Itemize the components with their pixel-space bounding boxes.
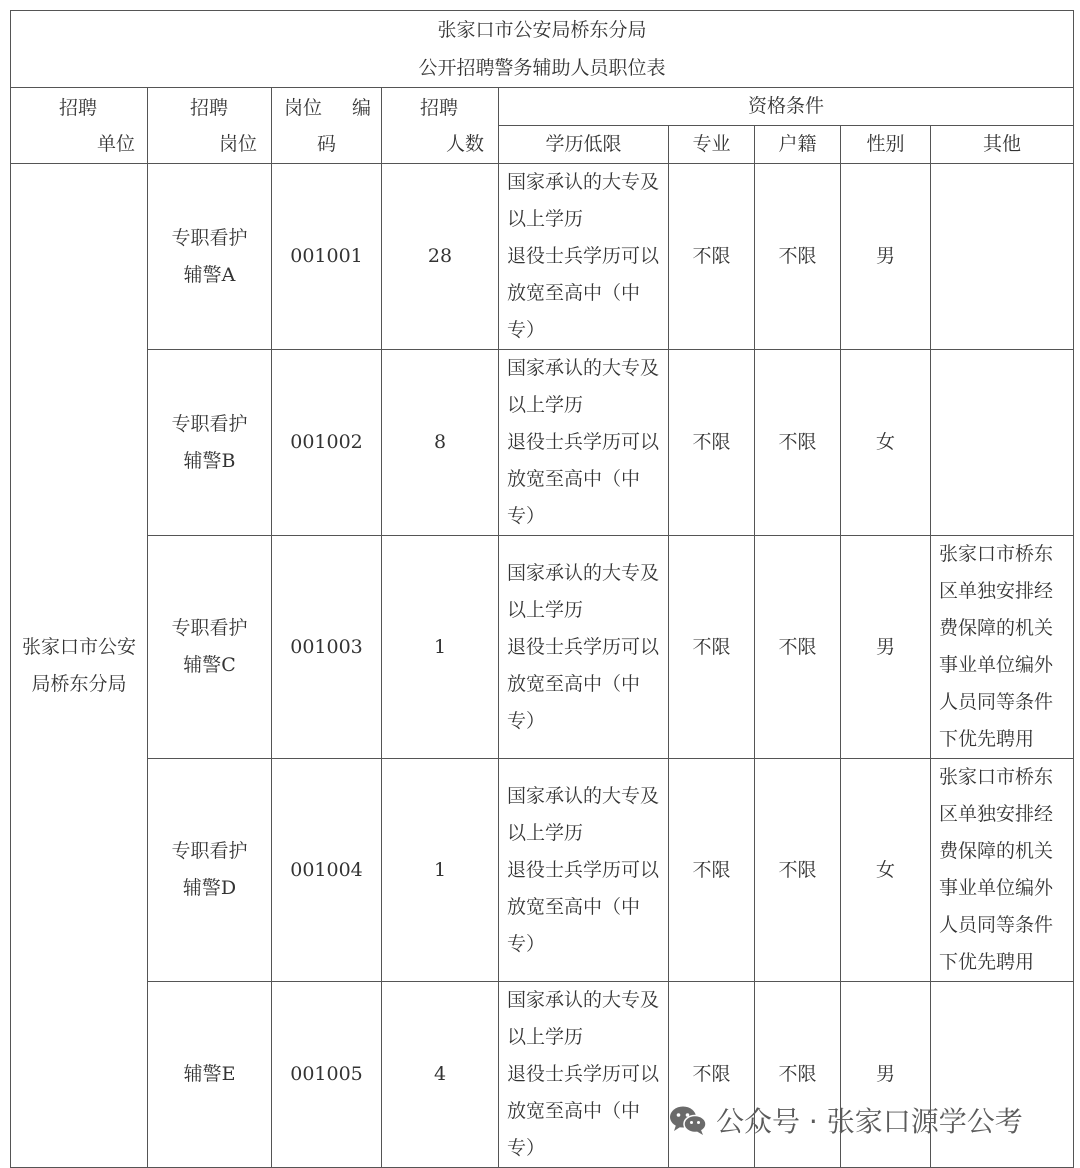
wechat-watermark	[668, 1098, 1023, 1142]
post-count: 4	[382, 982, 499, 1168]
header-code-part3: 码	[316, 132, 336, 155]
header-other: 其他	[931, 126, 1074, 164]
major-requirement: 不限	[669, 982, 755, 1168]
post-code: 001002	[272, 350, 382, 536]
major-requirement: 不限	[669, 759, 755, 982]
table-row	[11, 164, 1074, 350]
header-count-line2: 人数	[445, 132, 484, 155]
gender-requirement: 女	[841, 350, 931, 536]
header-edu: 学历低限	[499, 126, 669, 164]
post-name: 专职看护 辅警D	[148, 759, 272, 982]
header-post-line1: 招聘	[190, 96, 229, 119]
post-count: 1	[382, 536, 499, 759]
huji-requirement: 不限	[755, 350, 841, 536]
huji-requirement: 不限	[755, 759, 841, 982]
edu-requirement: 国家承认的大专及 以上学历 退役士兵学历可以 放宽至高中（中 专）	[499, 350, 669, 536]
post-name: 专职看护 辅警B	[148, 350, 272, 536]
post-code: 001001	[272, 164, 382, 350]
table-title	[11, 11, 1074, 88]
header-unit-line2: 单位	[96, 132, 135, 155]
header-code	[272, 88, 382, 164]
recruiting-unit: 张家口市公安 局桥东分局	[11, 164, 148, 1168]
header-gender: 性别	[841, 126, 931, 164]
post-name: 专职看护 辅警C	[148, 536, 272, 759]
huji-requirement: 不限	[755, 982, 841, 1168]
major-requirement: 不限	[669, 164, 755, 350]
header-unit-line1: 招聘	[59, 96, 98, 119]
header-code-part2: 编	[351, 96, 371, 119]
gender-requirement: 男	[841, 164, 931, 350]
post-code: 001004	[272, 759, 382, 982]
table-row	[11, 350, 1074, 536]
header-qualifications: 资格条件	[499, 88, 1074, 126]
post-count: 1	[382, 759, 499, 982]
table-row	[11, 759, 1074, 982]
header-unit	[11, 88, 148, 164]
other-requirement	[931, 350, 1074, 536]
other-requirement	[931, 164, 1074, 350]
huji-requirement: 不限	[755, 536, 841, 759]
header-major: 专业	[669, 126, 755, 164]
post-code: 001003	[272, 536, 382, 759]
header-post-line2: 岗位	[218, 132, 257, 155]
post-name: 专职看护 辅警A	[148, 164, 272, 350]
title-line-2: 公开招聘警务辅助人员职位表	[418, 57, 666, 79]
major-requirement: 不限	[669, 536, 755, 759]
edu-requirement: 国家承认的大专及 以上学历 退役士兵学历可以 放宽至高中（中 专）	[499, 759, 669, 982]
post-code: 001005	[272, 982, 382, 1168]
edu-requirement: 国家承认的大专及 以上学历 退役士兵学历可以 放宽至高中（中 专）	[499, 982, 669, 1168]
header-count	[382, 88, 499, 164]
edu-requirement: 国家承认的大专及 以上学历 退役士兵学历可以 放宽至高中（中 专）	[499, 164, 669, 350]
gender-requirement: 女	[841, 759, 931, 982]
table-row	[11, 536, 1074, 759]
major-requirement: 不限	[669, 350, 755, 536]
other-requirement: 张家口市桥东 区单独安排经 费保障的机关 事业单位编外 人员同等条件 下优先聘用	[931, 536, 1074, 759]
wechat-icon	[668, 1104, 708, 1136]
edu-requirement: 国家承认的大专及 以上学历 退役士兵学历可以 放宽至高中（中 专）	[499, 536, 669, 759]
huji-requirement: 不限	[755, 164, 841, 350]
header-huji: 户籍	[755, 126, 841, 164]
post-count: 28	[382, 164, 499, 350]
gender-requirement: 男	[841, 982, 931, 1168]
header-post	[148, 88, 272, 164]
post-count: 8	[382, 350, 499, 536]
positions-table	[10, 10, 1074, 1168]
gender-requirement: 男	[841, 536, 931, 759]
header-code-part1: 岗位	[284, 96, 323, 119]
post-name: 辅警E	[148, 982, 272, 1168]
title-line-1: 张家口市公安局桥东分局	[437, 19, 647, 41]
watermark-text: 公众号 · 张家口源学公考	[716, 1105, 1023, 1138]
header-count-line1: 招聘	[420, 96, 459, 119]
other-requirement: 张家口市桥东 区单独安排经 费保障的机关 事业单位编外 人员同等条件 下优先聘用	[931, 759, 1074, 982]
